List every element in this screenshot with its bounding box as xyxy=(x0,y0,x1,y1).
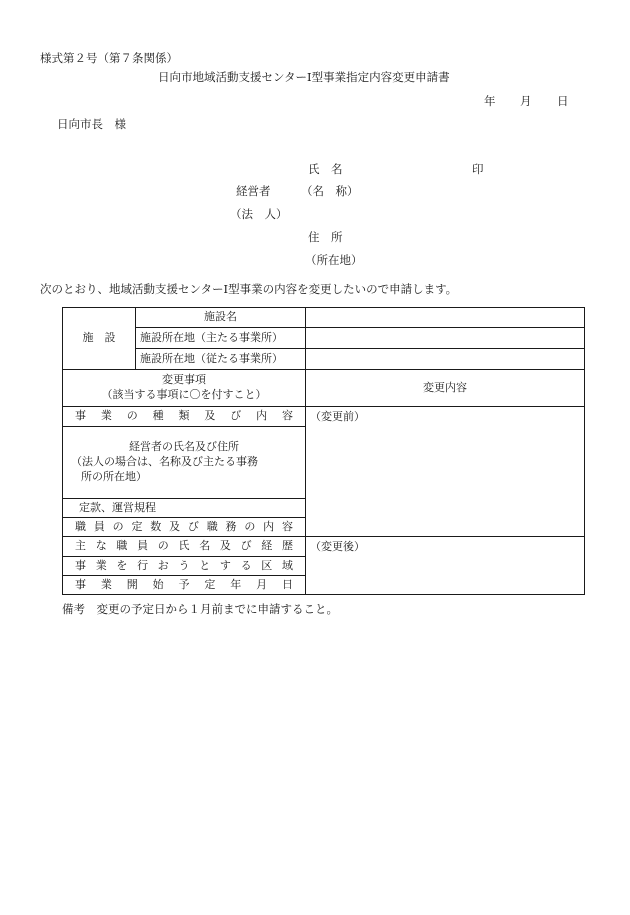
sub-office-location-field[interactable] xyxy=(306,349,585,370)
item-operator-line-3: 所の所在地） xyxy=(81,469,147,483)
main-office-location-label: 施設所在地（主たる事業所） xyxy=(136,328,306,349)
item-operator-line-2: （法人の場合は、名称及び主たる事務 xyxy=(71,455,258,469)
item-business-kind[interactable]: 事業の種類及び内容 xyxy=(63,407,306,427)
change-item-header-title: 変更事項 xyxy=(162,373,206,387)
item-operator-line-1: 経営者の氏名及び住所 xyxy=(129,440,239,454)
sub-office-location-label: 施設所在地（従たる事業所） xyxy=(136,349,306,370)
before-change-field[interactable] xyxy=(306,407,585,537)
seal-mark: 印 xyxy=(472,162,484,176)
after-change-field[interactable] xyxy=(306,537,585,595)
item-business-area[interactable]: 事業を行おうとする区域 xyxy=(63,557,306,576)
item-main-staff[interactable]: 主な職員の氏名及び経歴 xyxy=(63,537,306,557)
item-operator-info[interactable] xyxy=(63,427,306,499)
facility-label-cell xyxy=(63,308,136,370)
date-year-label: 年 xyxy=(484,94,496,108)
item-start-date[interactable]: 事業開始予定年月日 xyxy=(63,576,306,595)
change-request-table xyxy=(62,307,585,595)
item-articles[interactable]: 定款、運営規程 xyxy=(63,499,306,518)
change-item-header-note: （該当する事項に〇を付すこと） xyxy=(101,388,267,401)
facility-name-label: 施設名 xyxy=(136,308,306,328)
corporation-label: （法 人） xyxy=(230,207,288,221)
company-name-label: （名 称） xyxy=(301,184,359,198)
facility-name-field[interactable] xyxy=(306,308,585,328)
change-item-header xyxy=(63,370,306,407)
item-staff-duties[interactable]: 職員の定数及び職務の内容 xyxy=(63,518,306,537)
before-change-label: （変更前） xyxy=(310,410,365,423)
address-label: 住 所 xyxy=(308,230,343,244)
main-office-location-field[interactable] xyxy=(306,328,585,349)
location-label: （所在地） xyxy=(305,253,363,267)
date-day-label: 日 xyxy=(557,94,569,108)
addressee: 日向市長 様 xyxy=(57,117,126,131)
document-title: 日向市地域活動支援センターⅠ型事業指定内容変更申請書 xyxy=(158,70,450,84)
facility-label: 施 設 xyxy=(82,331,116,345)
form-number: 様式第２号（第７条関係） xyxy=(40,51,178,65)
name-label: 氏 名 xyxy=(308,162,343,176)
intro-text: 次のとおり、地域活動支援センターⅠ型事業の内容を変更したいので申請します。 xyxy=(40,282,458,296)
change-content-header: 変更内容 xyxy=(306,370,585,407)
note-text: 備考 変更の予定日から１月前までに申請すること。 xyxy=(62,602,338,616)
after-change-label: （変更後） xyxy=(310,540,365,553)
operator-label: 経営者 xyxy=(236,184,271,198)
date-month-label: 月 xyxy=(520,94,532,108)
